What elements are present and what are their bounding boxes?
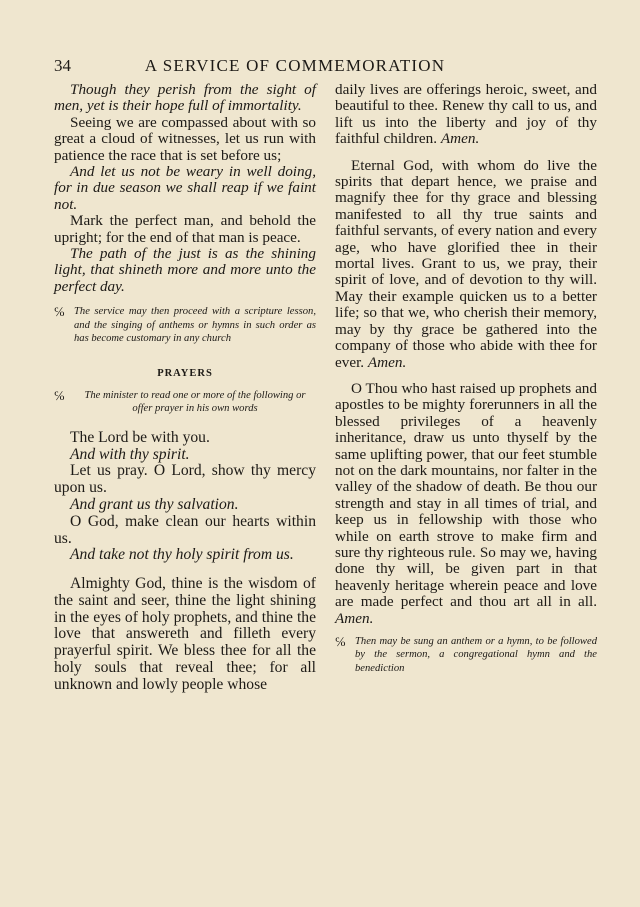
amen-3: Amen. (335, 609, 374, 627)
versicle-1: The Lord be with you. (70, 428, 210, 446)
versicle-2: Let us pray. O Lord, show thy mercy upon us. (54, 462, 316, 497)
sentence-2: Seeing we are compassed about with so great a cloud of witnesses, let us run with patience the race that is set before us; (54, 113, 316, 164)
page-number: 34 (54, 56, 71, 75)
paragraph-mark-icon: ℅ (54, 387, 65, 403)
prayers-heading: PRAYERS (157, 367, 213, 379)
versicles (54, 430, 316, 564)
sentence-5: The path of the just is as the shining light, that shineth more and more unto the perfect day. (54, 245, 316, 295)
response-1: And with thy spirit. (70, 445, 190, 463)
right-column (335, 82, 597, 675)
paragraph-mark-icon: ℅ (335, 634, 346, 649)
prayer-almighty: Almighty God, thine is the wisdom of the saint and seer, thine the light shining in the eyes of holy prophets, and thine the love that answereth and filleth every prayerful spirit. We bless thee for all the holy souls that reveal thee; for all unknown and lowly people whose (54, 575, 316, 693)
prayer-eternal-god (335, 158, 597, 371)
response-2: And grant us thy salvation. (70, 495, 239, 513)
rubric-closing (335, 635, 597, 675)
left-column (54, 82, 316, 694)
prayer-o-thou (335, 381, 597, 627)
sentence-3: And let us not be weary in well doing, for in due season we shall reap if we faint not. (54, 163, 316, 213)
running-header (54, 56, 466, 78)
amen-2: Amen. (367, 353, 407, 371)
prayer-continuation (335, 82, 597, 148)
paragraph-mark-icon: ℅ (54, 304, 65, 320)
continuation-text: daily lives are offerings heroic, sweet, and beautiful to thee. Renew thy call to us, and lift us into the liberty and joy of thy faithful children. (335, 81, 597, 148)
running-title: A SERVICE OF COMMEMORATION (144, 56, 446, 75)
prayer-o-thou-text: O Thou who hast raised up prophets and apostles to be mighty forerunners in all the blessed privileges of a heavenly inheritance, draw us unto thyself by the same uplifting power, that our feet stumble not on the dark mountains, nor falter in the valley of the shadow of death. Be thou our strength and stay in all times of trial, and keep us in fellowship with those who while on earth strove to make firm and sure thy righteous rule. So may we, having done thy will, be given part in that heavenly heritage wherein peace and love are made perfect and thou art all in all. (335, 379, 597, 611)
sentence-4: Mark the perfect man, and behold the upright; for the end of that man is peace. (54, 212, 316, 246)
response-3: And take not thy holy spirit from us. (70, 546, 294, 564)
rubric-minister-text: The minister to read one or more of the following or offer prayer in his own words (84, 389, 306, 415)
sentence-1: Though they perish from the sight of men, yet is their hope full of immortality. (54, 81, 316, 115)
rubric-minister (54, 389, 316, 416)
rubric-scripture (54, 305, 316, 345)
amen-1: Amen. (440, 130, 480, 148)
rubric-scripture-text: The service may then proceed with a scripture lesson, and the singing of anthems or hymns in such order as has become customary in any church (74, 306, 316, 345)
versicle-3: O God, make clean our hearts within us. (54, 512, 316, 547)
prayer-eternal-god-text: Eternal God, with whom do live the spirits that depart hence, we praise and magnify thee for thy grace and blessing manifested to all thy true saints and faithful servants, of every nation and every age, who have glorified thee in their mortal lives. Grant to us, we pray, their spirit of love, and of devotion to thy will. May their example quicken us to a better life; so that we, who cherish their memory, may by thy grace be gathered into the company of those who abide with thee for ever. (335, 156, 597, 371)
rubric-closing-text: Then may be sung an anthem or a hymn, to be followed by the sermon, a congregational hymn and the benediction (355, 636, 597, 674)
